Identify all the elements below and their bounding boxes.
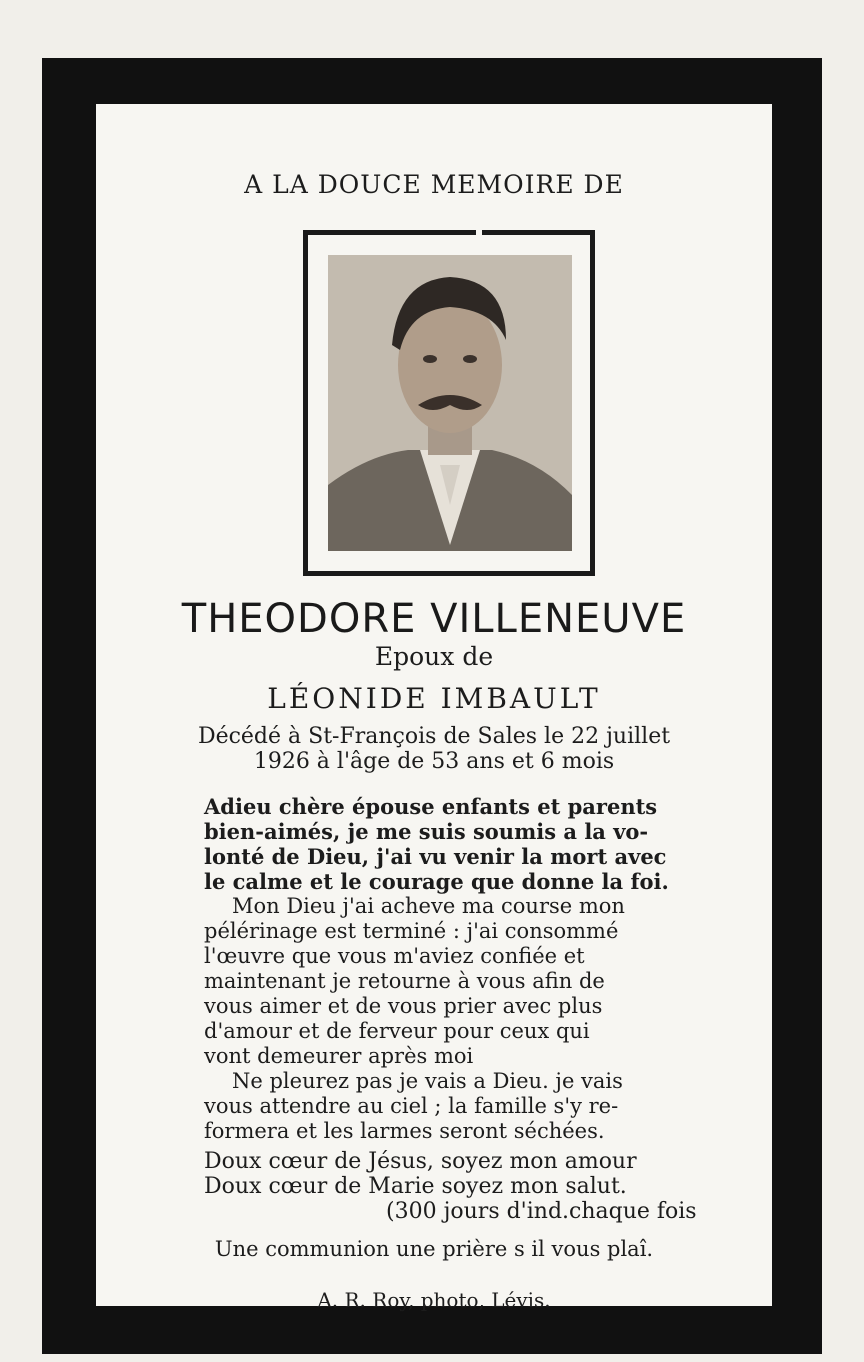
farewell-paragraph	[204, 794, 764, 894]
prayer-paragraph	[204, 894, 764, 1069]
consolation-line: Ne pleurez pas je vais a Dieu. je vais	[232, 1069, 623, 1093]
portrait-illustration	[328, 255, 572, 551]
photographer-credit: A. R. Roy, photo, Lévis.	[317, 1288, 551, 1312]
prayer-line: vous aimer et de vous prier avec plus	[204, 994, 603, 1018]
consolation-line: formera et les larmes seront séchées.	[204, 1119, 605, 1143]
card-heading: A LA DOUCE MEMOIRE DE	[244, 170, 624, 199]
portrait-photo	[328, 255, 572, 551]
spouse-name: LÉONIDE IMBAULT	[267, 682, 601, 715]
prayer-line: maintenant je retourne à vous afin de	[204, 969, 605, 993]
invocation-line-2: Doux cœur de Marie soyez mon salut.	[204, 1174, 627, 1199]
farewell-line: bien-aimés, je me suis soumis a la vo-	[204, 819, 649, 844]
farewell-line: lonté de Dieu, j'ai vu venir la mort avec	[204, 844, 667, 869]
invocation-line-1: Doux cœur de Jésus, soyez mon amour	[204, 1149, 637, 1174]
mourning-border	[42, 58, 822, 1354]
prayer-line: l'œuvre que vous m'aviez confiée et	[204, 944, 585, 968]
farewell-line: le calme et le courage que donne la foi.	[204, 869, 669, 894]
memorial-card	[96, 104, 772, 1312]
prayer-line: vont demeurer après moi	[204, 1044, 474, 1068]
relation-label: Epoux de	[374, 642, 494, 671]
prayer-line: Mon Dieu j'ai acheve ma course mon	[232, 894, 625, 918]
communion-request: Une communion une prière s il vous plaî.	[214, 1237, 654, 1261]
consolation-paragraph	[204, 1069, 764, 1144]
consolation-line: vous attendre au ciel ; la famille s'y re-	[204, 1094, 619, 1118]
farewell-line: Adieu chère épouse enfants et parents	[204, 794, 658, 819]
portrait-frame	[303, 230, 595, 576]
death-details-line-2: 1926 à l'âge de 53 ans et 6 mois	[253, 749, 615, 774]
death-details-line-1: Décédé à St-François de Sales le 22 juillet	[197, 724, 671, 749]
prayer-line: d'amour et de ferveur pour ceux qui	[204, 1019, 590, 1043]
indulgence-note: (300 jours d'ind.chaque fois	[386, 1199, 697, 1224]
deceased-name: THEODORE VILLENEUVE	[181, 596, 687, 642]
prayer-line: pélérinage est terminé : j'ai consommé	[204, 919, 619, 943]
